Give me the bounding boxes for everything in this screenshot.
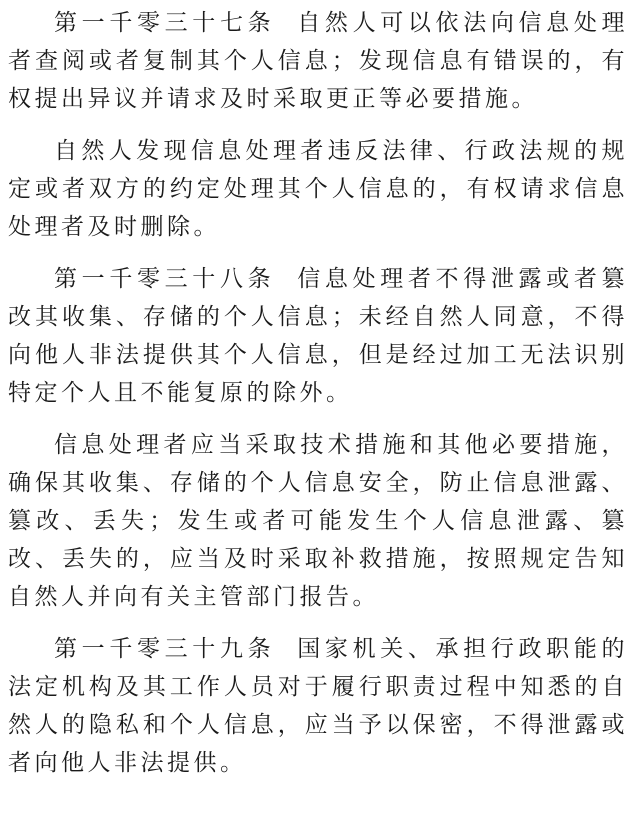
paragraph-text: 自然人可以依法向信息处理者查阅或者复制其个人信息；发现信息有错误的，有权提出异议并请求及时采取更正等必要措施。 (8, 10, 629, 112)
paragraph-text: 自然人发现信息处理者违反法律、行政法规的规定或者双方的约定处理其个人信息的，有权请求信息处理者及时删除。 (8, 138, 628, 240)
article-1037-paragraph-2 (8, 132, 628, 246)
paragraph-text: 国家机关、承担行政职能的法定机构及其工作人员对于履行职责过程中知悉的自然人的隐私和个人信息，应当予以保密，不得泄露或者向他人非法提供。 (8, 636, 629, 776)
article-1038-paragraph-1 (8, 260, 628, 412)
article-number: 第一千零三十九条 (54, 636, 276, 662)
article-number: 第一千零三十七条 (54, 10, 276, 36)
article-number: 第一千零三十八条 (54, 266, 276, 292)
article-1037-paragraph-1 (8, 4, 628, 118)
article-1039-paragraph-1 (8, 630, 628, 782)
paragraph-text: 信息处理者应当采取技术措施和其他必要措施，确保其收集、存储的个人信息安全，防止信息泄露、篡改、丢失；发生或者可能发生个人信息泄露、篡改、丢失的，应当及时采取补救措施，按照规定告知自然人并向有关主管部门报告。 (8, 432, 628, 610)
article-1038-paragraph-2 (8, 426, 628, 616)
paragraph-text: 信息处理者不得泄露或者篡改其收集、存储的个人信息；未经自然人同意，不得向他人非法提供其个人信息，但是经过加工无法识别特定个人且不能复原的除外。 (8, 266, 629, 406)
